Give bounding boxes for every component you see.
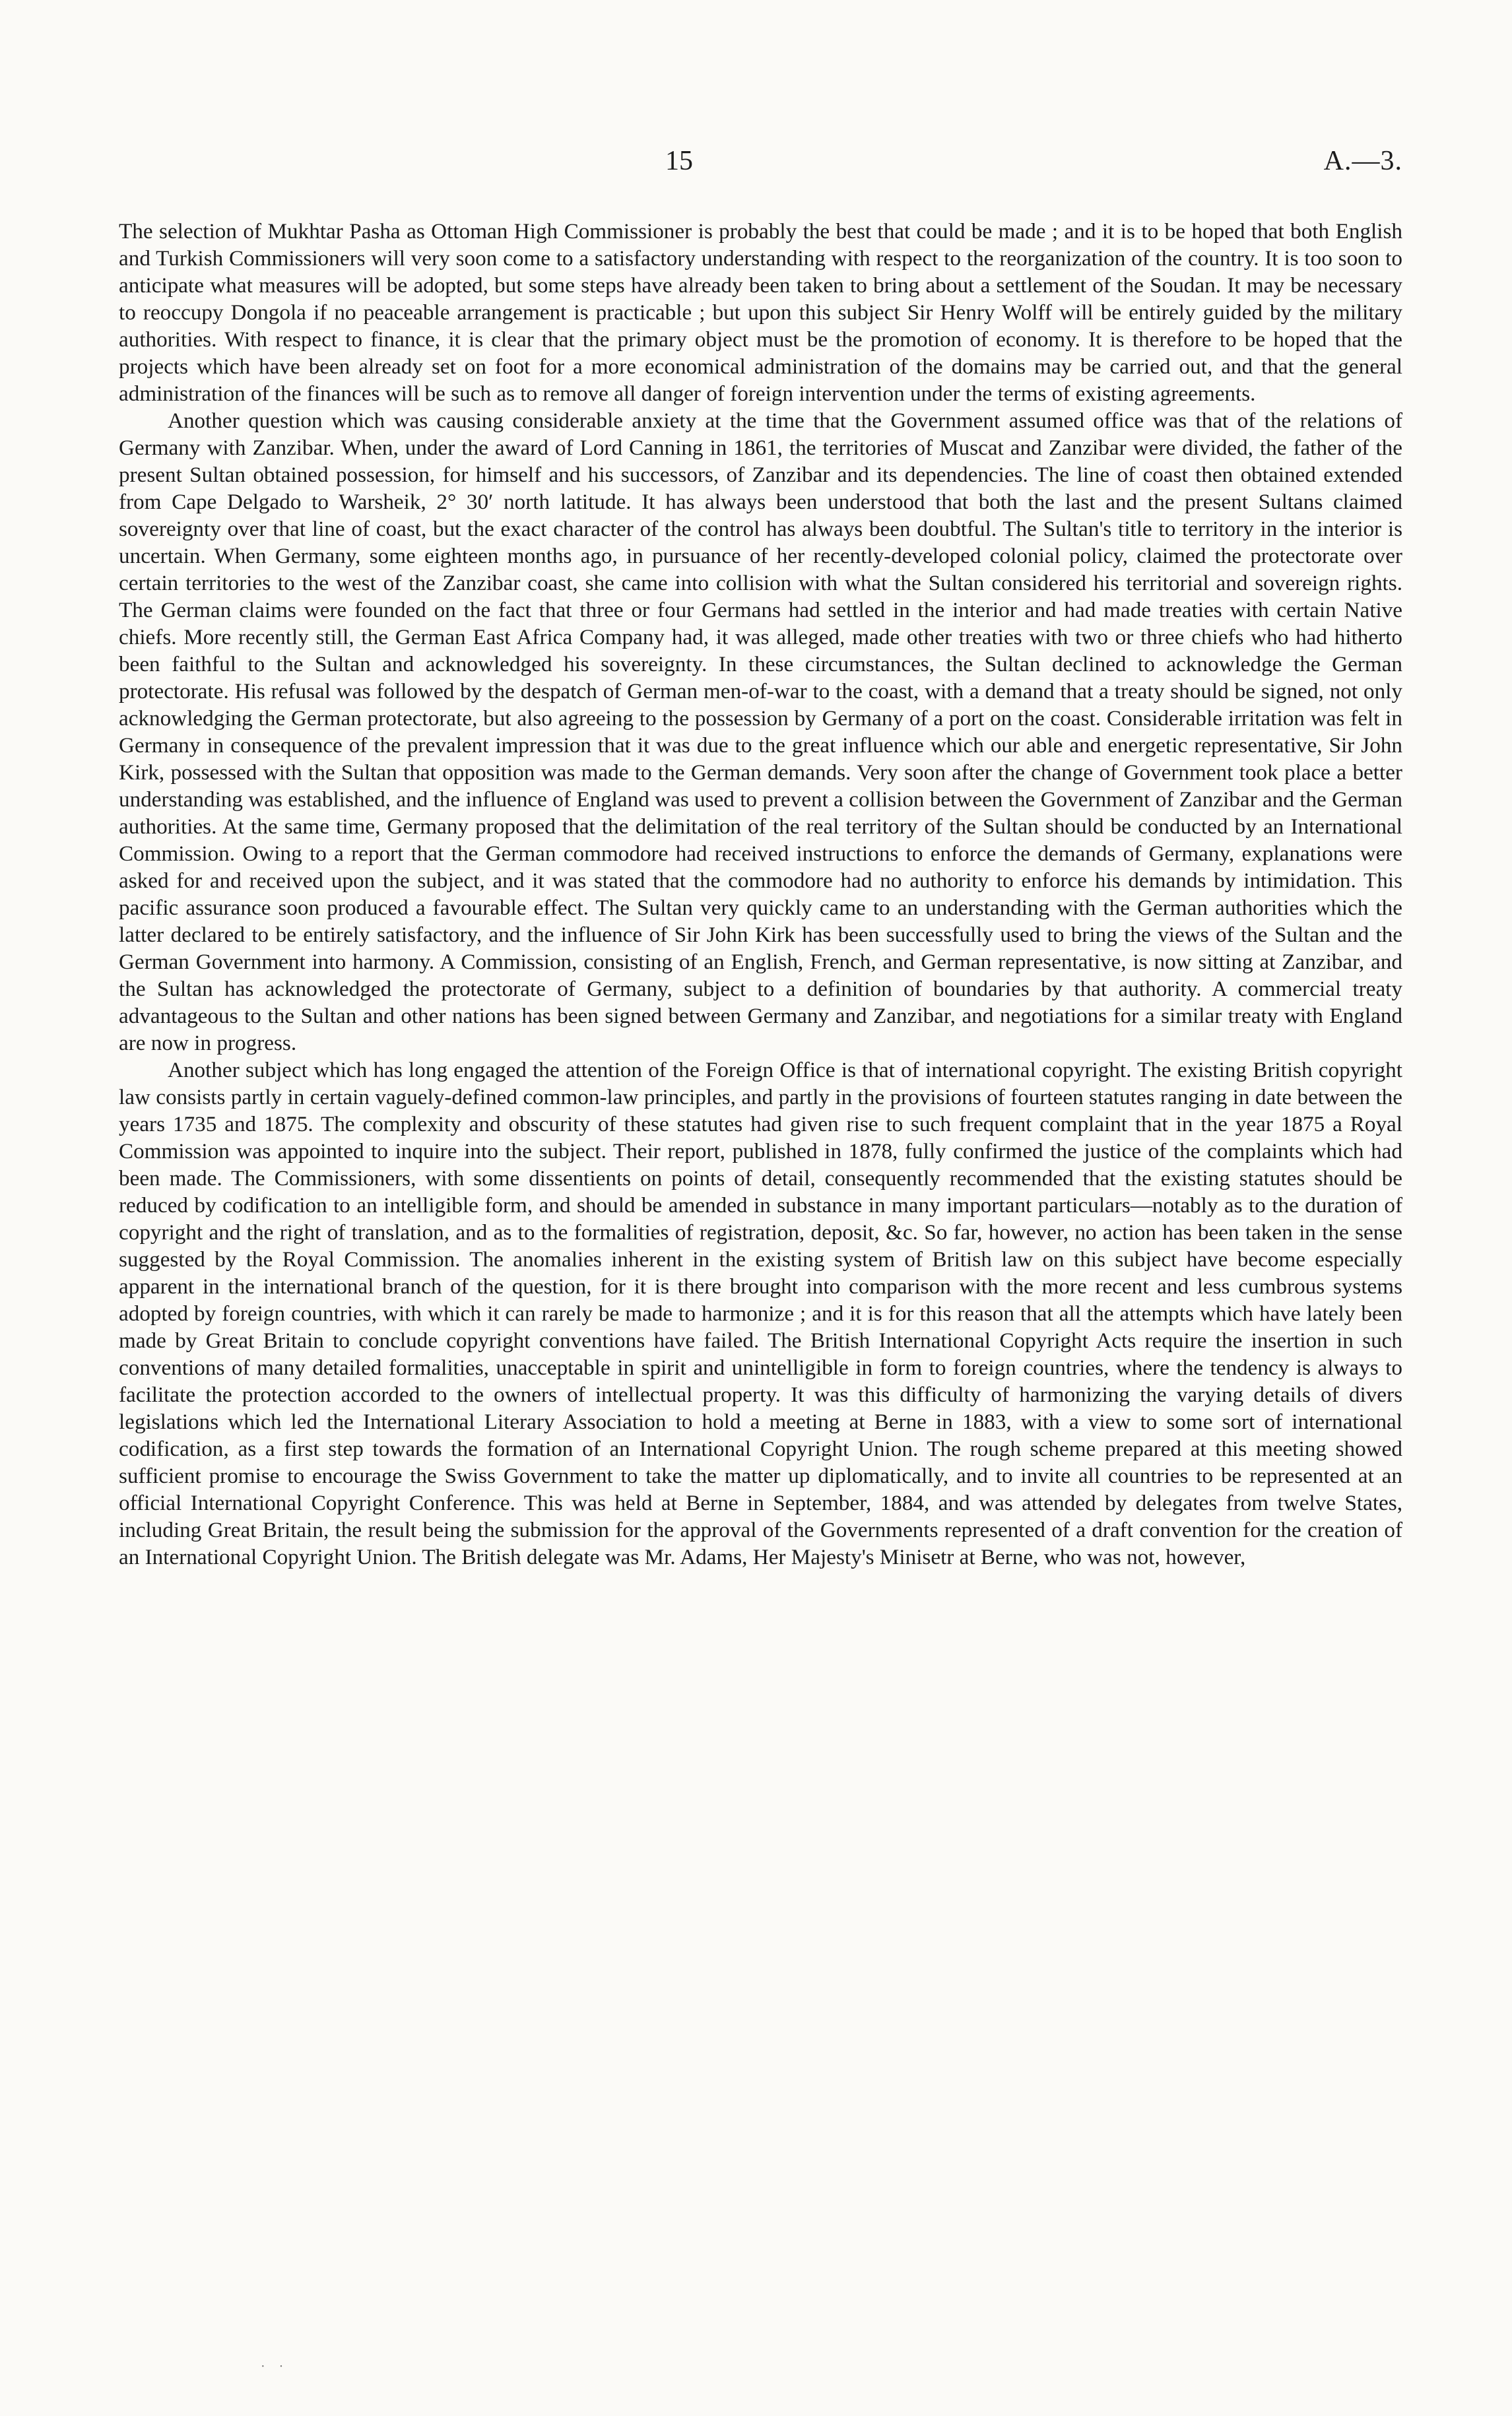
- paragraph-zanzibar: Another question which was causing considerable anxiety at the time that the Government assumed office was that of the relations of Germany with Zanzibar. When, under the award of Lord Canning in 1861, the territories of Muscat and Zanzibar were divided, the father of the present Sultan obtained possession, for himself and his successors, of Zanzibar and its dependencies. The line of coast then obtained extended from Cape Delgado to Warsheik, 2° 30′ north latitude. It has always been understood that both the last and the present Sultans claimed sovereignty over that line of coast, but the exact character of the control has always been doubtful. The Sultan's title to territory in the interior is uncertain. When Germany, some eighteen months ago, in pursuance of her recently-developed colonial policy, claimed the protectorate over certain territories to the west of the Zanzibar coast, she came into collision with what the Sultan considered his territorial and sovereign rights. The German claims were founded on the fact that three or four Germans had settled in the interior and had made treaties with certain Native chiefs. More recently still, the German East Africa Company had, it was alleged, made other treaties with two or three chiefs who had hitherto been faithful to the Sultan and acknowledged his sovereignty. In these circumstances, the Sultan declined to acknowledge the German protectorate. His refusal was followed by the despatch of German men-of-war to the coast, with a demand that a treaty should be signed, not only acknowledging the German protectorate, but also agreeing to the possession by Germany of a port on the coast. Considerable irritation was felt in Germany in consequence of the prevalent impression that it was due to the great influence which our able and energetic representative, Sir John Kirk, possessed with the Sultan that opposition was made to the German demands. Very soon after the change of Government took place a better understanding was established, and the influence of England was used to prevent a collision between the Government of Zanzibar and the German authorities. At the same time, Germany proposed that the delimitation of the real territory of the Sultan should be conducted by an International Commission. Owing to a report that the German commodore had received instructions to enforce the demands of Germany, explanations were asked for and received upon the subject, and it was stated that the commodore had no authority to enforce his demands by intimidation. This pacific assurance soon produced a favourable effect. The Sultan very quickly came to an understanding with the German authorities which the latter declared to be entirely satisfactory, and the influence of Sir John Kirk has been successfully used to bring the views of the Sultan and the German Government into harmony. A Commission, consisting of an English, French, and German representative, is now sitting at Zanzibar, and the Sultan has acknowledged the protectorate of Germany, subject to a definition of boundaries by that authority. A commercial treaty advantageous to the Sultan and other nations has been signed between Germany and Zanzibar, and negotiations for a similar treaty with England are now in progress.: [119, 408, 1402, 1055]
- page-number: 15: [665, 146, 693, 176]
- scan-artifact: · ·: [261, 2359, 289, 2374]
- document-page: [119, 145, 1402, 2389]
- paragraph-egypt: The selection of Mukhtar Pasha as Ottoman High Commissioner is probably the best that could be made ; and it is to be hoped that both English and Turkish Commissioners will very soon come to a satisfactory understanding with respect to the reorganization of the country. It is too soon to anticipate what measures will be adopted, but some steps have already been taken to bring about a settlement of the Soudan. It may be necessary to reoccupy Dongola if no peaceable arrangement is practicable ; but upon this subject Sir Henry Wolff will be entirely guided by the military authorities. With respect to finance, it is clear that the primary object must be the promotion of economy. It is therefore to be hoped that the projects which have been already set on foot for a more economical administration of the domains may be carried out, and that the general administration of the finances will be such as to remove all danger of foreign intervention under the terms of existing agreements.: [119, 219, 1402, 406]
- body-text: [119, 218, 1402, 1571]
- page-header: [119, 145, 1402, 191]
- document-reference: A.—3.: [1323, 146, 1402, 176]
- paragraph-copyright: Another subject which has long engaged the attention of the Foreign Office is that of international copyright. The existing British copyright law consists partly in certain vaguely-defined common-law principles, and partly in the provisions of fourteen statutes ranging in date between the years 1735 and 1875. The complexity and obscurity of these statutes had given rise to such frequent complaint that in the year 1875 a Royal Commission was appointed to inquire into the subject. Their report, published in 1878, fully confirmed the justice of the complaints which had been made. The Commissioners, with some dissentients on points of detail, consequently recommended that the existing statutes should be reduced by codification to an intelligible form, and should be amended in substance in many important particulars—notably as to the duration of copyright and the right of translation, and as to the formalities of registration, deposit, &c. So far, however, no action has been taken in the sense suggested by the Royal Commission. The anomalies inherent in the existing system of British law on this subject have become especially apparent in the international branch of the question, for it is there brought into comparison with the more recent and less cumbrous systems adopted by foreign countries, with which it can rarely be made to harmonize ; and it is for this reason that all the attempts which have lately been made by Great Britain to conclude copyright conventions have failed. The British International Copyright Acts require the insertion in such conventions of many detailed formalities, unacceptable in spirit and unintelligible in form to foreign countries, where the tendency is always to facilitate the protection accorded to the owners of intellectual property. It was this difficulty of harmonizing the varying details of divers legislations which led the International Literary Association to hold a meeting at Berne in 1883, with a view to some sort of international codification, as a first step towards the formation of an International Copyright Union. The rough scheme prepared at this meeting showed sufficient promise to encourage the Swiss Government to take the matter up diplomatically, and to invite all countries to be represented at an official International Copyright Conference. This was held at Berne in September, 1884, and was attended by delegates from twelve States, including Great Britain, the result being the submission for the approval of the Governments represented of a draft convention for the creation of an International Copyright Union. The British delegate was Mr. Adams, Her Majesty's Minisetr at Berne, who was not, however,: [119, 1058, 1402, 1569]
